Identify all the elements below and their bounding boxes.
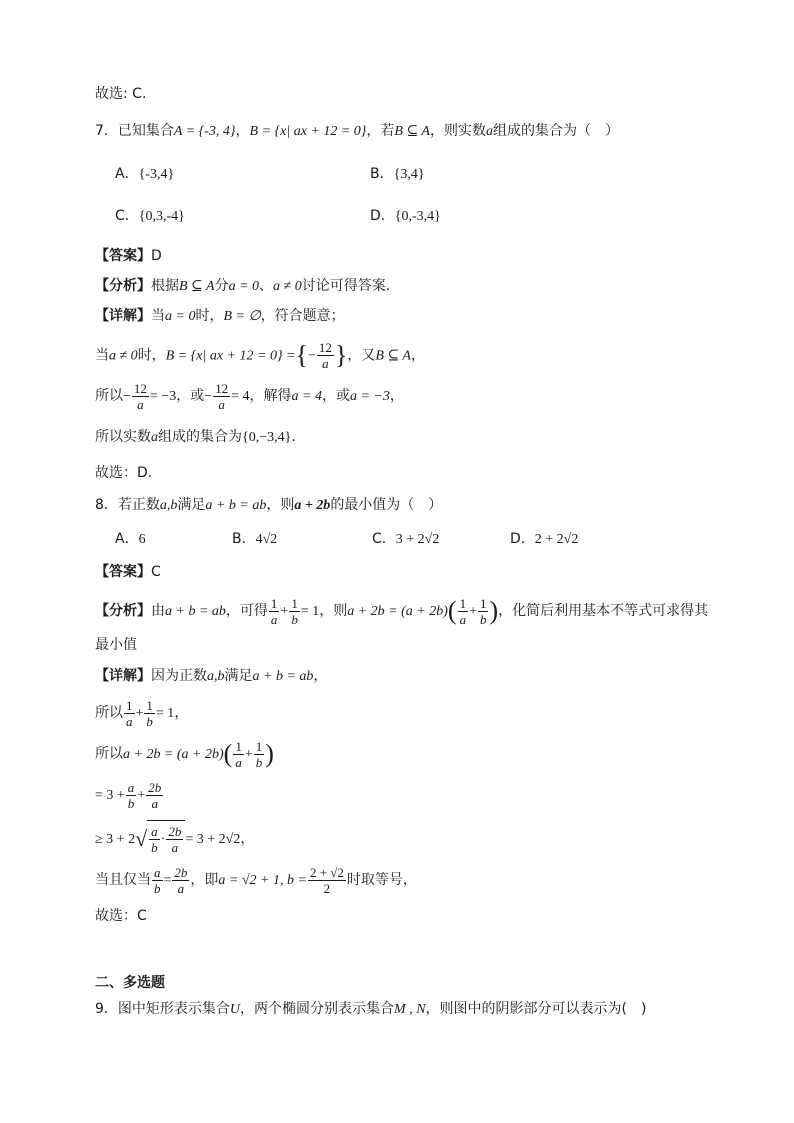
q7-cond: ，若 [366,123,395,139]
numerator: 1 [270,595,278,611]
denominator: a [137,396,144,412]
option-label: C． [115,208,139,224]
text: 所以 [95,705,123,721]
q7-tail2: 组成的集合为（ ） [493,123,619,139]
math: · [160,832,166,847]
numerator: 2b [168,823,182,839]
text: 时， [195,308,224,324]
text: 所以实数 [95,429,151,445]
q7-detail-4 [95,427,296,448]
fraction [144,698,155,729]
text: ，即 [190,872,219,888]
numerator: 1 [255,738,263,754]
option-label: B． [370,166,394,182]
math: a + b = ab [165,604,226,619]
math: + [137,788,146,803]
text: ， [389,388,404,404]
numerator: 12 [133,380,147,396]
q8-detail-2 [95,697,188,729]
q8-option-b [232,529,277,550]
text: ，解得 [249,388,292,404]
denominator: b [151,839,158,855]
fraction [289,596,300,627]
numerator: 1 [291,595,298,611]
text: 讨论可得答案. [301,278,391,294]
option-value: 4√2 [255,532,278,547]
q7-set-b: B = {x| ax + 12 = 0} [249,124,367,139]
analysis-tag: 【分析】 [95,278,151,294]
denominator: a [171,839,179,855]
denominator: a [459,611,467,627]
math: B = ∅ [223,309,261,324]
numerator: a [154,864,161,880]
fraction [124,698,135,729]
q8-detail-6 [95,864,417,896]
denominator: b [146,713,153,729]
text: ，则 [319,603,348,619]
q7-number: 7．已知集合 [95,123,174,139]
fraction [166,824,183,855]
math: a ≠ 0 [273,279,302,294]
numerator: 2 + √2 [309,864,344,880]
text: 当且仅当 [95,872,151,888]
fraction [146,780,163,811]
brace: } [334,340,348,370]
text: ， [174,705,189,721]
q7-set-a: A = {-3, 4} [173,124,236,139]
math: + [135,706,144,721]
math: − [123,389,131,404]
math: a = 0 [165,309,196,324]
text: 组成的集合为 [158,429,242,445]
answer-line-prev: 故选: C. [95,86,147,102]
math: a,b [207,669,225,684]
text: 当 [95,347,109,364]
answer-tag: 【答案】 [95,564,151,580]
math: B ⊆ A [179,279,215,294]
q8-analysis [95,594,708,628]
text: 根据 [151,278,179,294]
math: M , N [394,1002,426,1017]
q7-option-a [115,164,174,185]
text: ，又 [347,347,376,364]
text: ，两个椭圆分别表示集合 [240,1001,395,1017]
numerator: 1 [235,738,242,754]
math: ≥ 3 + 2 [95,832,136,847]
math: + [244,747,253,762]
option-value: {0,3,-4} [138,209,185,224]
q8-analysis-2: 最小值 [95,637,137,653]
q8-answer [95,562,161,582]
option-label: D． [510,531,535,547]
option-value: {0,-3,4} [394,209,441,224]
q9-number: 9．图中矩形表示集合 [95,1001,230,1017]
math: {0,−3,4} [242,430,292,445]
text: 时， [137,347,166,364]
option-value: 3 + 2√2 [395,532,440,547]
q8-detail-3 [95,737,274,771]
paren: ) [489,596,499,625]
paren: ( [447,596,457,625]
text: ，则 [266,497,295,513]
math: a ≠ 0 [109,348,138,364]
math: U [229,1002,241,1017]
math: a,b [159,498,178,513]
fraction [152,865,163,896]
text: 因为正数 [151,668,207,684]
math: a + 2b [294,498,331,513]
fraction [132,381,149,412]
q7-option-c [115,206,185,227]
analysis-tag: 【分析】 [95,603,151,619]
q7-detail-2 [95,340,425,370]
denominator: a [235,754,242,770]
q8-detail-5 [95,820,254,856]
question-7 [95,121,619,142]
math: a = −3 [349,389,390,404]
text: . [291,429,296,445]
fraction [478,596,489,627]
answer-value: C [151,564,161,580]
question-9 [95,999,646,1020]
numerator: a [151,823,158,839]
fraction [269,596,280,627]
text: ，则图中的阴影部分可以表示为( ) [425,1001,647,1017]
denominator: b [479,611,487,627]
math: B ⊆ A [375,348,411,364]
brace: { [295,340,308,370]
text: ，化简后利用基本不等式可求得其 [498,603,709,619]
numerator: 1 [146,697,153,713]
q8-number: 8．若正数 [95,497,160,513]
math: = 3 + [95,788,125,803]
math: a + b = ab [205,498,267,513]
math: a = 4 [291,389,322,404]
detail-tag: 【详解】 [95,668,151,684]
q8-detail-4 [95,778,164,812]
question-8 [95,495,442,516]
fraction [126,780,137,811]
fraction [254,739,265,770]
option-label: B． [232,531,256,547]
math: = 1 [300,604,320,619]
option-value: {-3,4} [138,167,175,182]
text: 、 [259,278,274,294]
text: ， [313,668,328,684]
text: 满足 [224,668,253,684]
q8-option-d [510,529,578,550]
denominator: a [218,396,225,412]
option-value: 2 + 2√2 [534,532,579,547]
numerator: 2b [174,864,188,880]
math: = [163,873,172,888]
math: − [204,389,213,404]
text: ， [240,831,255,847]
text: 所以 [95,746,123,762]
q7-detail-3 [95,380,404,412]
math: = 4 [231,389,250,404]
math: a = 0 [228,279,260,294]
option-value: 6 [138,532,146,547]
q8-end: 故选：C [95,908,147,924]
radical-icon: √ [135,826,148,851]
math: a + 2b = (a + 2b) [347,604,448,619]
numerator: 12 [318,340,332,355]
option-value: {3,4} [393,167,425,182]
numerator: 1 [479,595,487,611]
numerator: 12 [215,380,229,396]
math: B = {x| ax + 12 = 0} = [165,348,296,364]
q8-detail-1 [95,666,327,687]
q7-analysis [95,276,390,297]
text: 时取等号， [346,872,417,888]
text: 由 [151,603,165,619]
fraction [317,340,334,371]
math: a + b = ab [252,669,314,684]
denominator: b [154,880,161,896]
denominator: b [291,611,298,627]
denominator: a [151,795,158,811]
math: − [308,348,316,364]
text: ，或 [321,388,350,404]
math: + [280,604,289,619]
denominator: 2 [323,880,331,896]
paren: ) [265,739,274,768]
math: + [469,604,477,619]
text: ，符合题意； [260,308,345,324]
fraction [149,824,160,855]
math: a + 2b = (a + 2b) [123,747,224,762]
q7-option-d [370,206,441,227]
q7-tail1: ，则实数 [430,123,486,139]
text: 当 [151,308,165,324]
denominator: b [255,754,263,770]
math: = 3 + 2√2 [185,832,241,847]
text: 满足 [177,497,206,513]
fraction [213,381,230,412]
paren: ( [223,739,233,768]
radicand [147,820,185,858]
answer-tag: 【答案】 [95,248,151,264]
text: 的最小值为（ ） [330,497,443,513]
numerator: 1 [126,697,133,713]
math: = 1 [155,706,175,721]
numerator: 1 [459,595,467,611]
text: 所以 [95,388,123,404]
q7-var: a [486,124,493,139]
denominator: a [177,880,185,896]
fraction [233,739,244,770]
section-heading: 二、多选题 [95,975,165,991]
option-label: A． [115,531,139,547]
q7-end: 故选：D. [95,465,153,481]
detail-tag: 【详解】 [95,308,151,324]
option-label: A． [115,166,139,182]
option-label: C． [372,531,396,547]
option-label: D． [370,208,395,224]
math: a [151,430,158,445]
numerator: a [127,779,135,795]
fraction [458,596,469,627]
q7-answer [95,246,162,266]
text: ，可得 [225,603,268,619]
denominator: a [270,611,278,627]
math: = −3 [149,389,177,404]
text: ，或 [176,388,205,404]
denominator: b [127,795,135,811]
q7-sep: ， [235,123,250,139]
q8-option-a [115,529,146,550]
math: a = √2 + 1, b = [218,873,307,888]
denominator: a [126,713,133,729]
denominator: a [322,356,329,371]
numerator: 2b [148,779,162,795]
fraction [172,865,189,896]
fraction [308,865,346,896]
text: ， [410,347,425,364]
text: 分 [214,278,229,294]
q7-option-b [370,164,425,185]
q7-relation: B ⊆ A [394,124,430,139]
answer-value: D [151,248,162,264]
q7-detail-1 [95,306,345,327]
q8-option-c [372,529,439,550]
